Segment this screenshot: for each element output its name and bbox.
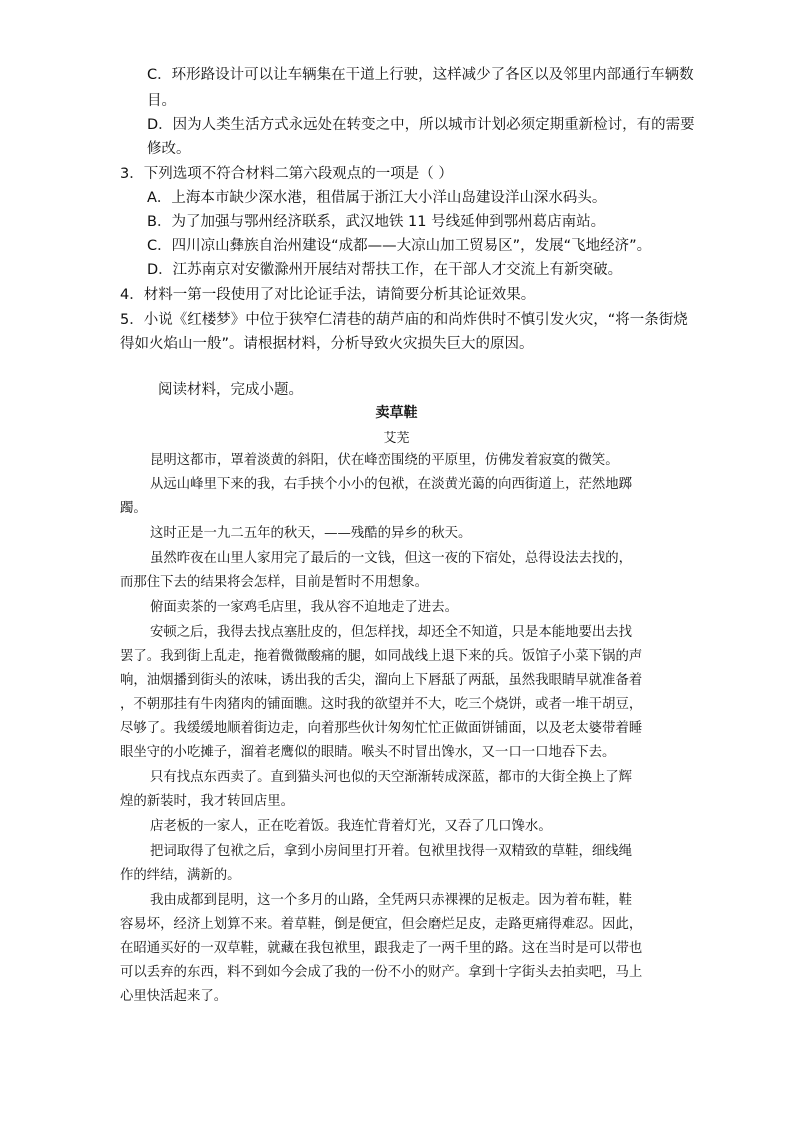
- story-line: 尽够了。我缓缓地顺着街边走，向着那些伙计匆匆忙忙正做面饼铺面，以及老太婆带着睡: [120, 721, 643, 736]
- q2-option-c-line1: C．环形路设计可以让车辆集在干道上行驶，这样减少了各区以及邻里内部通行车辆数: [147, 67, 694, 83]
- story-line: 心里快活起来了。: [120, 989, 228, 1004]
- story-line: 只有找点东西卖了。直到猫头河也似的天空渐渐转成深蓝，都市的大街全换上了辉: [150, 770, 633, 785]
- q2-option-d-line1: D．因为人类生活方式永远处在转变之中，所以城市计划必须定期重新检讨，有的需要: [147, 117, 695, 133]
- q2-option-d-line2: 修改。: [147, 141, 191, 157]
- story-line: 从远山峰里下来的我，右手挟个小小的包袱，在淡黄光蔼的向西街道上，茫然地踯: [150, 477, 633, 492]
- story-line: 而那住下去的结果将会怎样，目前是暂时不用想象。: [120, 575, 428, 590]
- q5-line2: 得如火焰山一般”。请根据材料，分析导致火灾损失巨大的原因。: [120, 336, 534, 352]
- story-line: 煌的新装时，我才转回店里。: [120, 794, 295, 809]
- story-line: 虽然昨夜在山里人家用完了最后的一文钱，但这一夜的下宿处，总得设法去找的，: [150, 551, 633, 566]
- q3-option-c: C．四川凉山彝族自治州建设“成都——大凉山加工贸易区”，发展“飞地经济”。: [147, 238, 652, 254]
- story-line: 我由成都到昆明，这一个多月的山路，全凭两只赤裸裸的足板走。因为着布鞋，鞋: [150, 893, 633, 908]
- q5-line1: 5．小说《红楼梦》中位于狭窄仁清巷的葫芦庙的和尚炸供时不慎引发火灾，“将一条街烧: [120, 312, 688, 328]
- q3-stem: 3．下列选项不符合材料二第六段观点的一项是（ ）: [120, 166, 453, 182]
- q3-option-a: A．上海本市缺少深水港，租借属于浙江大小洋山岛建设洋山深水码头。: [147, 190, 607, 206]
- story-line: 躅。: [120, 501, 147, 516]
- story-line: 可以丢弃的东西，料不到如今会成了我的一份不小的财产。拿到十字街头去拍卖吧，马上: [120, 965, 643, 980]
- story-line: 眼坐守的小吃摊子，溜着老鹰似的眼睛。喉头不时冒出馋水，又一口一口地吞下去。: [120, 745, 616, 760]
- story-line: 昆明这都市，罩着淡黄的斜阳，伏在峰峦围绕的平原里，仿佛发着寂寞的微笑。: [150, 453, 619, 468]
- story-line: 容易坏，经济上划算不来。着草鞋，倒是便宜，但会磨烂足皮，走路更痛得难忍。因此，: [120, 917, 643, 932]
- q3-option-d: D．江苏南京对安徽滁州开展结对帮扶工作，在干部人才交流上有新突破。: [147, 262, 623, 278]
- story-line: 在昭通买好的一双草鞋，就藏在我包袱里，跟我走了一两千里的路。这在当时是可以带也: [120, 941, 643, 956]
- story-line: 罢了。我到街上乱走，拖着微微酸痛的腿，如同战线上退下来的兵。饭馆子小菜下锅的声: [120, 649, 643, 664]
- reading-instruction: 阅读材料，完成小题。: [158, 382, 303, 398]
- story-line: 安顿之后，我得去找点塞肚皮的，但怎样找，却还全不知道，只是本能地要出去找: [150, 625, 633, 640]
- story-line: 响，油烟播到街头的浓味，诱出我的舌尖，溜向上下唇舐了两舐，虽然我眼睛早就准备着: [120, 673, 643, 688]
- story-title: 卖草鞋: [375, 405, 418, 421]
- q3-option-b: B．为了加强与鄂州经济联系，武汉地铁 11 号线延伸到鄂州葛店南站。: [147, 214, 606, 230]
- q4-text: 4．材料一第一段使用了对比论证手法，请简要分析其论证效果。: [120, 287, 536, 303]
- story-line: 把词取得了包袱之后，拿到小房间里打开着。包袱里找得一双精致的草鞋，细线绳: [150, 844, 633, 859]
- story-author: 艾芜: [383, 431, 410, 446]
- story-line: 作的绊结，满新的。: [120, 868, 241, 883]
- q2-option-c-line2: 目。: [147, 93, 176, 109]
- story-line: 店老板的一家人，正在吃着饭。我连忙背着灯光，又吞了几口馋水。: [150, 819, 552, 834]
- story-line: 这时正是一九二五年的秋天，——残酷的异乡的秋天。: [150, 526, 472, 541]
- story-line: ，不朝那挂有牛肉猪肉的铺面瞧。这时我的欲望并不大，吃三个烧饼，或者一堆干胡豆，: [120, 697, 643, 712]
- story-line: 俯面卖茶的一家鸡毛店里，我从容不迫地走了进去。: [150, 600, 458, 615]
